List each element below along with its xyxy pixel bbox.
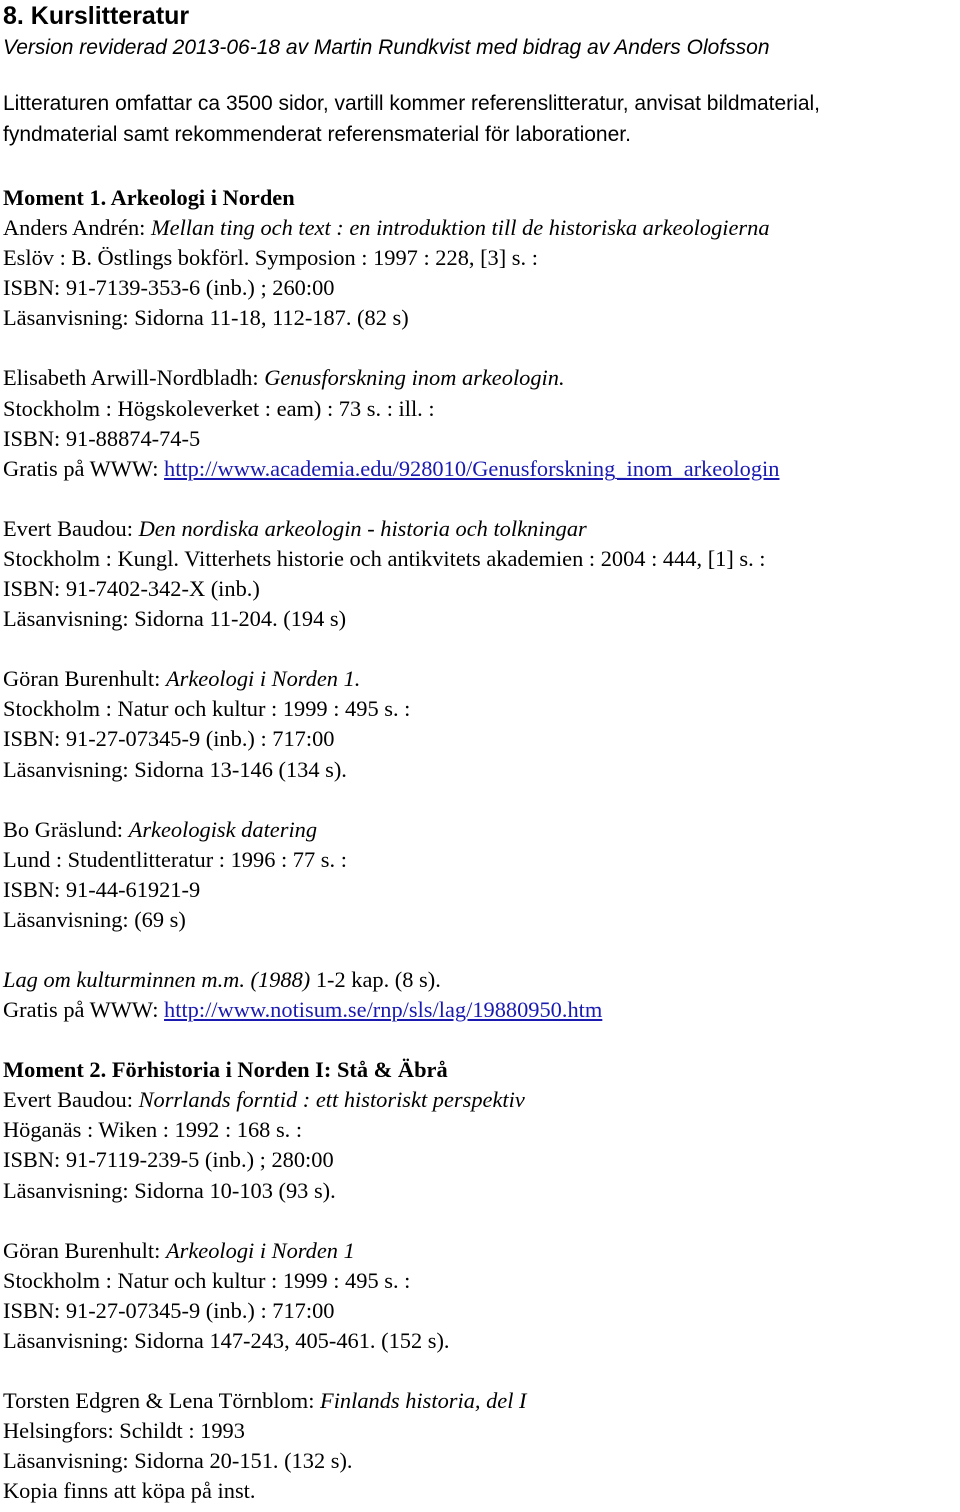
entry-title: Arkeologisk datering (128, 816, 318, 842)
entry-reading: Läsanvisning: Sidorna 11-18, 112-187. (82 s) (3, 305, 409, 331)
intro-line: Litteraturen omfattar ca 3500 sidor, vartill kommer referenslitteratur, anvisat bildmaterial, (3, 92, 821, 115)
entry-title: Mellan ting och text : en introduktion till de historiska arkeologierna (151, 215, 770, 241)
entry-citation (3, 664, 960, 694)
entry-title: Lag om kulturminnen m.m. (1988) (3, 966, 311, 992)
reference-entry (3, 1085, 960, 1205)
moment-1-heading: Moment 1. Arkeologi i Norden (3, 185, 295, 210)
entry-isbn: ISBN: 91-7119-239-5 (inb.) ; 280:00 (3, 1147, 334, 1173)
entry-reading: Läsanvisning: Sidorna 11-204. (194 s) (3, 606, 347, 632)
entry-citation (3, 1386, 960, 1416)
entry-isbn: ISBN: 91-44-61921-9 (3, 876, 201, 902)
entry-reading: Läsanvisning: (69 s) (3, 906, 186, 932)
entry-citation (3, 815, 960, 845)
entry-reading: Läsanvisning: Sidorna 13-146 (134 s). (3, 756, 347, 782)
entry-citation (3, 213, 960, 243)
entry-note: Kopia finns att köpa på inst. (3, 1478, 256, 1504)
entry-publisher: Stockholm : Natur och kultur : 1999 : 495 s. : (3, 1267, 411, 1293)
page-title: 8. Kurslitteratur (3, 2, 190, 30)
entry-web (3, 995, 960, 1025)
entry-isbn: ISBN: 91-27-07345-9 (inb.) : 717:00 (3, 1297, 335, 1323)
entry-isbn: ISBN: 91-88874-74-5 (3, 425, 201, 451)
entry-author: Göran Burenhult: (3, 666, 166, 692)
entry-publisher: Eslöv : B. Östlings bokförl. Symposion : 1997 : 228, [3] s. : (3, 245, 538, 271)
entry-publisher: Helsingfors: Schildt : 1993 (3, 1418, 245, 1444)
entry-author: Evert Baudou: (3, 515, 139, 541)
entry-citation (3, 363, 960, 393)
entry-citation (3, 965, 960, 995)
entry-author: Torsten Edgren & Lena Törnblom: (3, 1388, 321, 1413)
entry-title: Arkeologi i Norden 1. (165, 666, 361, 692)
entry-publisher: Höganäs : Wiken : 1992 : 168 s. : (3, 1117, 303, 1143)
reference-entry (3, 664, 960, 784)
web-prefix: Gratis på WWW: (3, 455, 165, 481)
reference-entry (3, 1236, 960, 1356)
web-prefix: Gratis på WWW: (3, 997, 165, 1023)
entry-author: Anders Andrén: (3, 215, 151, 241)
version-note: Version reviderad 2013-06-18 av Martin Rundkvist med bidrag av Anders Olofsson (3, 36, 770, 59)
reference-entry (3, 1386, 960, 1506)
entry-citation (3, 514, 960, 544)
reference-entry (3, 213, 960, 333)
entry-pages: 1-2 kap. (8 s). (310, 966, 441, 992)
entry-title: Genusforskning inom arkeologin. (264, 365, 565, 391)
entry-title: Arkeologi i Norden 1 (165, 1237, 355, 1263)
reference-entry (3, 815, 960, 935)
entry-title: Norrlands forntid : ett historiskt perspektiv (138, 1087, 525, 1113)
entry-author: Bo Gräslund: (3, 816, 129, 842)
entry-isbn: ISBN: 91-27-07345-9 (inb.) : 717:00 (3, 726, 335, 752)
entry-isbn: ISBN: 91-7402-342-X (inb.) (3, 576, 260, 602)
entry-publisher: Lund : Studentlitteratur : 1996 : 77 s. : (3, 846, 347, 872)
intro-paragraph (3, 88, 960, 150)
entry-web (3, 454, 960, 484)
academia-link[interactable]: http://www.academia.edu/928010/Genusforskning_inom_arkeologin (164, 455, 780, 481)
entry-isbn: ISBN: 91-7139-353-6 (inb.) ; 260:00 (3, 275, 335, 301)
intro-line: fyndmaterial samt rekommenderat referensmaterial för laborationer. (3, 123, 631, 146)
notisum-link[interactable]: http://www.notisum.se/rnp/sls/lag/19880950.htm (164, 997, 603, 1023)
reference-entry (3, 363, 960, 483)
entry-author: Göran Burenhult: (3, 1237, 166, 1263)
entry-citation (3, 1236, 960, 1266)
moment-2-heading: Moment 2. Förhistoria i Norden I: Stå & Äbrå (3, 1057, 448, 1083)
entry-reading: Läsanvisning: Sidorna 10-103 (93 s). (3, 1177, 336, 1203)
entry-citation (3, 1085, 960, 1115)
reference-entry (3, 965, 960, 1025)
reference-entry (3, 514, 960, 634)
document-page (0, 2, 960, 1512)
entry-author: Elisabeth Arwill-Nordbladh: (3, 365, 265, 391)
entry-publisher: Stockholm : Kungl. Vitterhets historie och antikvitets akademien : 2004 : 444, [1] s. : (3, 545, 766, 571)
entry-title: Finlands historia, del I (320, 1388, 527, 1413)
entry-publisher: Stockholm : Natur och kultur : 1999 : 495 s. : (3, 696, 411, 722)
entry-publisher: Stockholm : Högskoleverket : eam) : 73 s. : ill. : (3, 395, 435, 421)
entry-reading: Läsanvisning: Sidorna 147-243, 405-461. (152 s). (3, 1327, 450, 1353)
entry-title: Den nordiska arkeologin - historia och tolkningar (138, 515, 587, 541)
entry-author: Evert Baudou: (3, 1087, 139, 1113)
entry-reading: Läsanvisning: Sidorna 20-151. (132 s). (3, 1448, 353, 1474)
